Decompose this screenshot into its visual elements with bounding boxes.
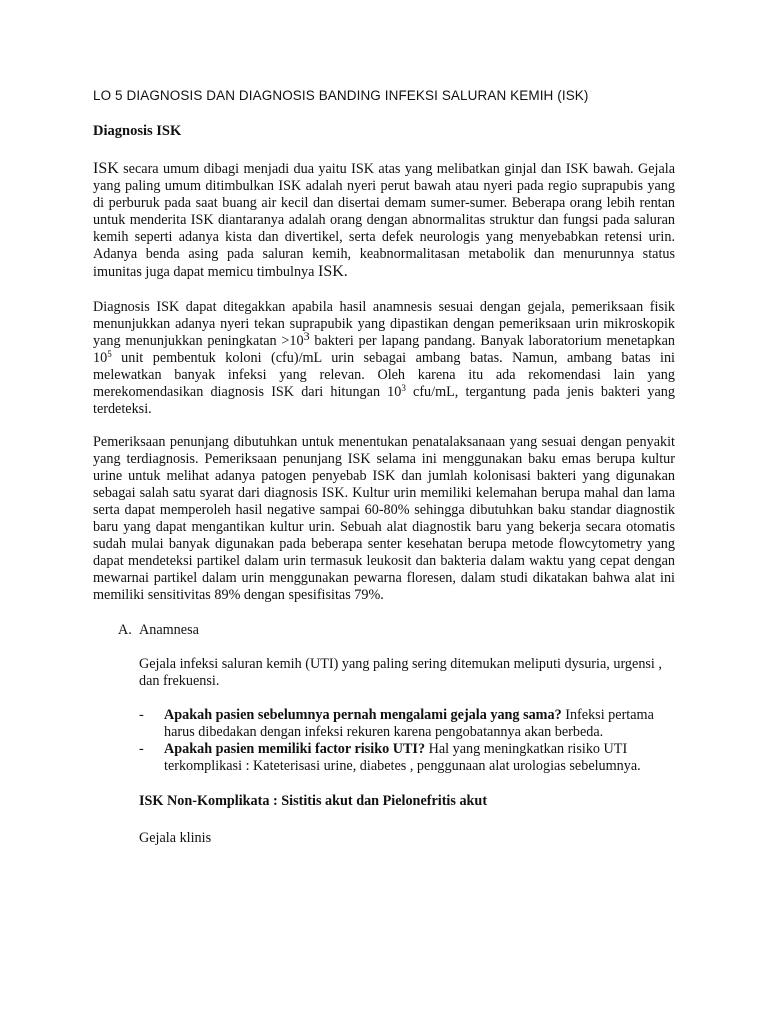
superscript-exponent: 3	[401, 383, 406, 393]
question-text: Hal yang meningkatkan risiko UTI terkomplikasi : Kateterisasi urine, diabetes , penggunaan alat urologias sebelumnya.	[164, 741, 641, 774]
anamnesa-intro: Gejala infeksi saluran kemih (UTI) yang paling sering ditemukan meliputi dysuria, urgensi , dan frekuensi.	[139, 656, 662, 689]
heading-diagnosis-isk: Diagnosis ISK	[93, 123, 182, 139]
paragraph-isk-overview	[93, 160, 675, 281]
paragraph-body: secara umum dibagi menjadi dua yaitu ISK atas yang melibatkan ginjal dan ISK bawah. Gejala yang paling umum ditimbulkan ISK adalah nyeri perut bawah atau nyeri pada regio suprapubis yang di perburuk pada saat buang air kecil dan disertai demam sumer-sumer. Beberapa orang lebih rentan untuk menderita ISK diantaranya adalah orang dengan abnormalitas struktur dan fungsi pada saluran kemih seperti adanya kista dan divertikel, serta defek neurologis yang menyebabkan retensi urin. Adanya benda asing pada saluran kemih, keabnormalitasan metabolik dan menurunnya status imunitas juga dapat memicu timbulnya	[93, 161, 675, 280]
anamnesa-question-list	[139, 707, 675, 775]
question-bold: Apakah pasien sebelumnya pernah mengalami gejala yang sama?	[164, 707, 562, 723]
paragraph-supporting-exam: Pemeriksaan penunjang dibutuhkan untuk menentukan penatalaksanaan yang sesuai dengan penyakit yang terdiagnosis. Pemeriksaan penunjang ISK selama ini menggunakan baku emas berupa kultur urine untuk melihat adanya patogen penyebab ISK dan jumlah kolonisasi bakteri yang digunakan sebagai salah satu syarat dari diagnosis ISK. Kultur urin memiliki kelemahan berupa mahal dan lama serta dapat memperoleh hasil negative sampai 60-80% sehingga dibutuhkan baku standar diagnostik baru yang dapat mengantikan kultur urin. Sebuah alat diagnostik baru yang bekerja secara otomatis sudah mulai banyak digunakan pada beberapa senter kesehatan berupa metode flowcytometry yang dapat mendeteksi partikel dalam urin termasuk leukosit dan bakteria dalam waktu yang cepat dengan mewarnai partikel dalam urin menggunakan pewarna floresen, dalam studi dikatakan bahwa alat ini memiliki sensitivitas 89% dengan spesifisitas 79%.	[93, 434, 675, 603]
subheading-isk-non-komplikata: ISK Non-Komplikata : Sistitis akut dan Pielonefritis akut	[139, 793, 488, 809]
section-marker: A.	[118, 622, 132, 638]
question-text: Infeksi pertama harus dibedakan dengan infeksi rekuren karena pengobatannya akan berbeda.	[164, 707, 654, 740]
document-title: LO 5 DIAGNOSIS DAN DIAGNOSIS BANDING INFEKSI SALURAN KEMIH (ISK)	[93, 88, 589, 103]
criteria-text-d: cfu/mL, tergantung pada jenis bakteri yang terdeteksi.	[93, 384, 675, 417]
paragraph-diagnosis-criteria	[93, 299, 675, 418]
criteria-text-b: bakteri per lapang pandang. Banyak laboratorium menetapkan 10	[93, 333, 675, 366]
dash-bullet: -	[139, 741, 144, 757]
question-bold: Apakah pasien memiliki factor risiko UTI?	[164, 741, 426, 757]
criteria-text-a: Diagnosis ISK dapat ditegakkan apabila hasil anamnesis sesuai dengan gejala, pemeriksaan fisik menunjukkan adanya nyeri tekan suprapubik yang dipastikan dengan pemeriksaan urin mikroskopik yang menunjukkan peningkatan >10	[93, 299, 675, 349]
paragraph-end-word: ISK.	[317, 263, 348, 280]
clinical-symptoms-label: Gejala klinis	[139, 830, 212, 846]
superscript-exponent: 3	[303, 329, 310, 343]
section-anamnesa-heading	[118, 622, 675, 639]
paragraph-lead-word: ISK	[93, 160, 119, 177]
list-item	[139, 707, 675, 741]
dash-bullet: -	[139, 707, 144, 723]
criteria-text-c: unit pembentuk koloni (cfu)/mL urin sebagai ambang batas. Namun, ambang batas ini melewatkan banyak infeksi yang relevan. Oleh karena itu ada rekomendasi lain yang merekomendasikan diagnosis ISK dari hitungan 10	[93, 350, 675, 400]
section-title: Anamnesa	[139, 622, 199, 638]
superscript-exponent: 5	[107, 349, 112, 359]
list-item	[139, 741, 675, 775]
